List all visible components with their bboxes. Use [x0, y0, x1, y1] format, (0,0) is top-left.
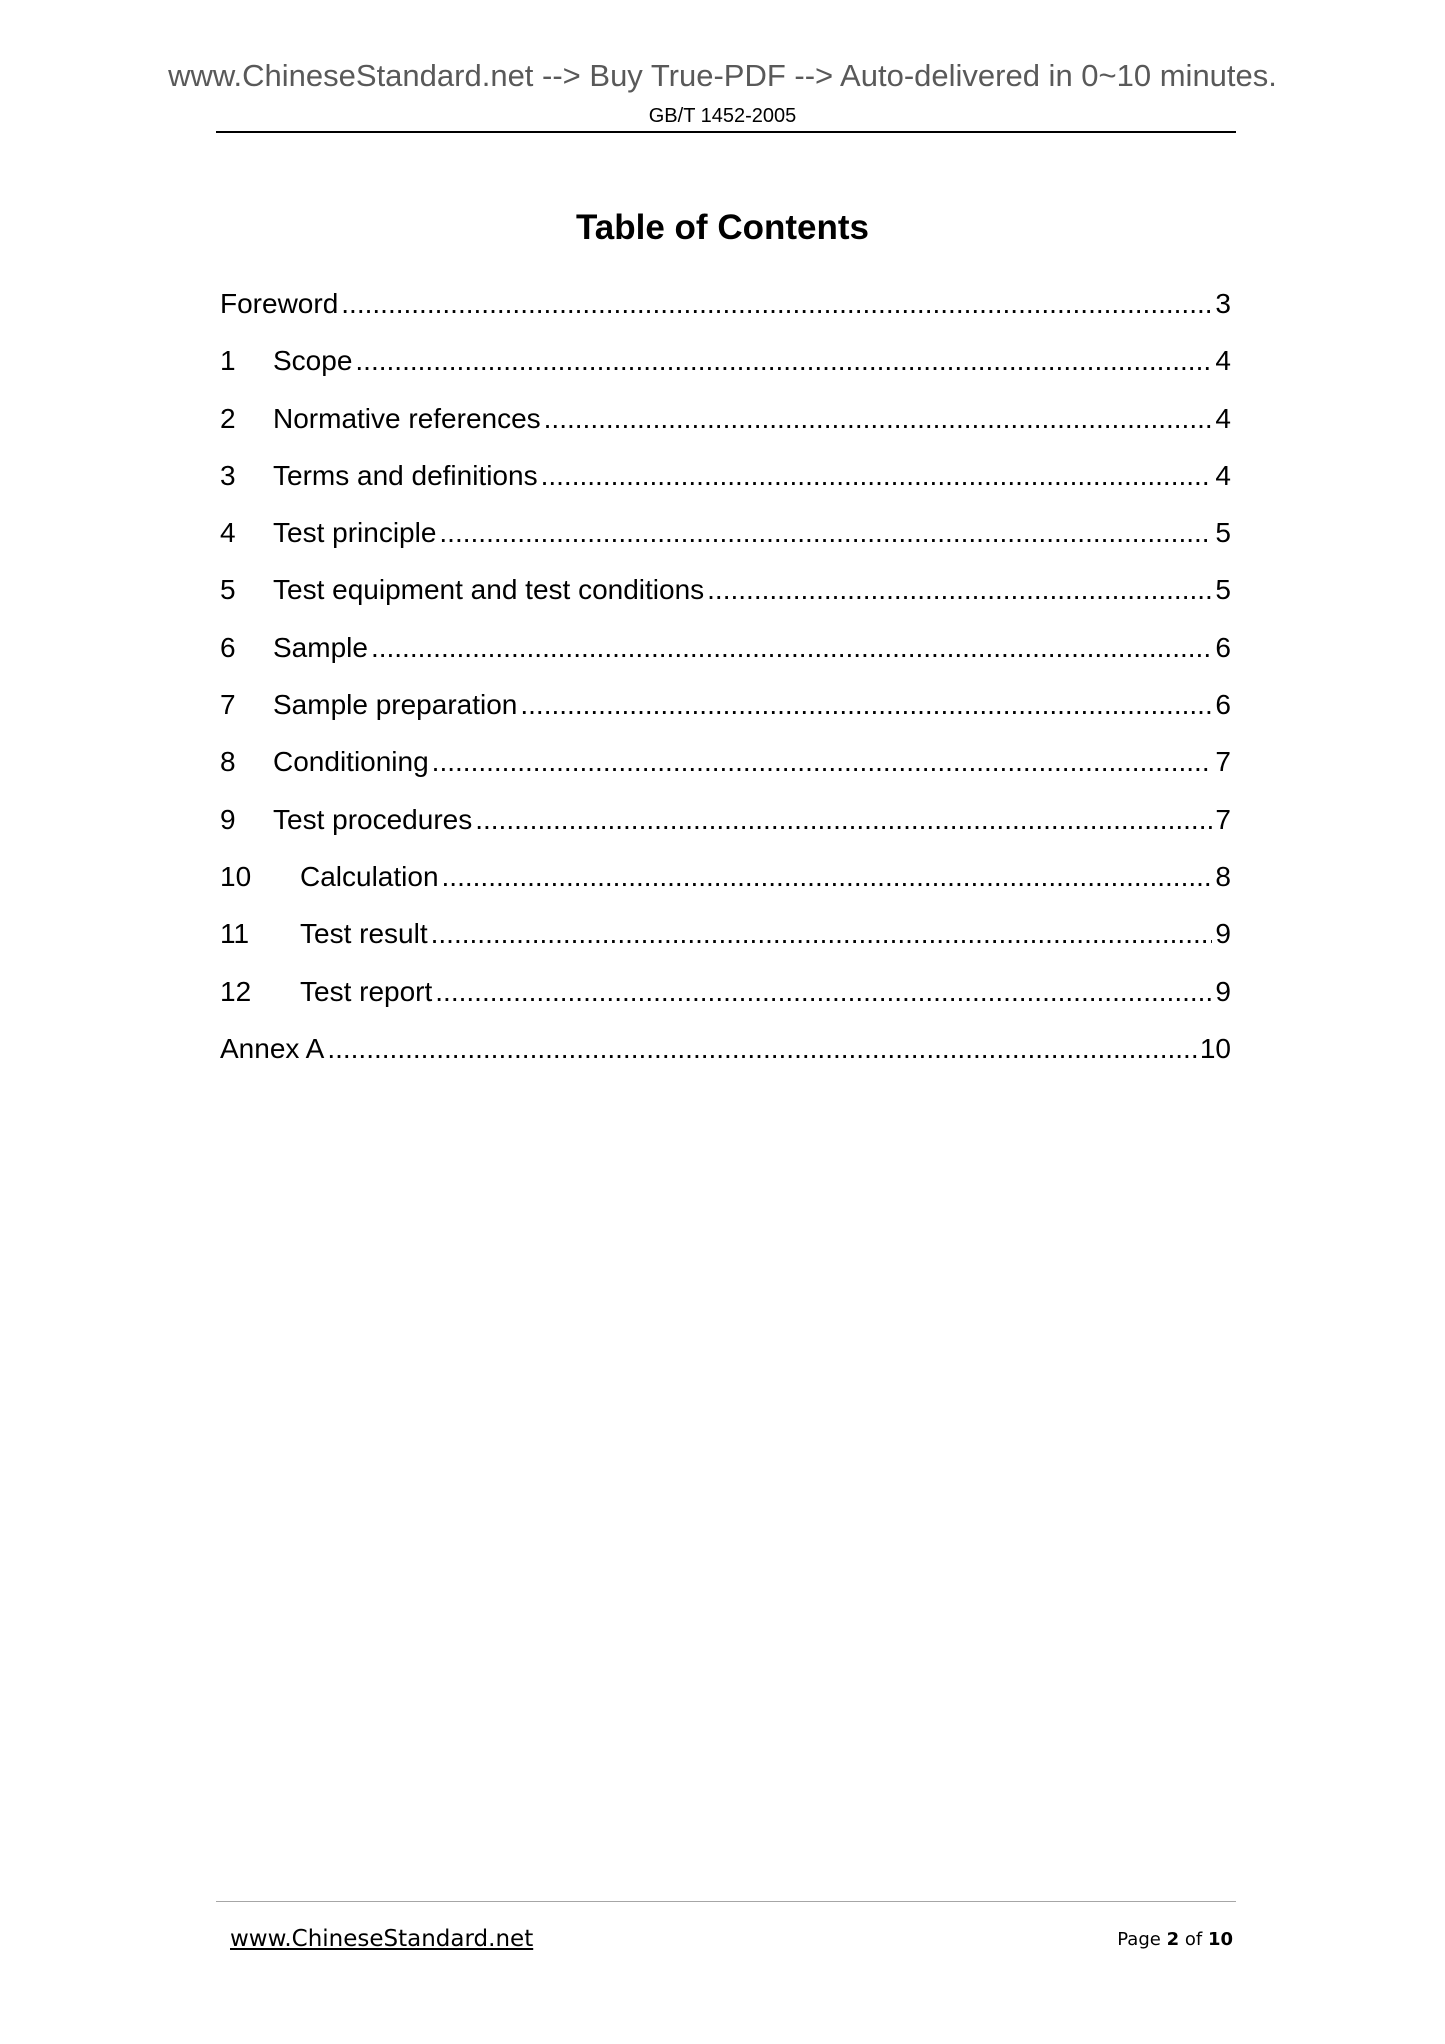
toc-entry-sample[interactable]: [220, 630, 1231, 687]
toc-entry-label: Normative references: [273, 402, 541, 434]
toc-leader-dots: [439, 515, 1212, 551]
toc-entry-number: 1: [220, 345, 236, 377]
page-total: 10: [1207, 1929, 1233, 1950]
toc-entry-label: Scope: [273, 345, 353, 377]
toc-leader-dots: [432, 744, 1213, 780]
toc-entry-page: 10: [1199, 1032, 1231, 1064]
toc-leader-dots: [541, 458, 1213, 494]
toc-leader-dots: [435, 974, 1212, 1010]
toc-entry-number: 10: [220, 860, 252, 892]
toc-entry-label: Test principle: [273, 517, 437, 549]
toc-leader-dots: [431, 916, 1213, 952]
toc-entry-number: 8: [220, 746, 236, 778]
toc-entry-label: Sample preparation: [273, 689, 518, 721]
page-prefix: Page: [1117, 1929, 1161, 1950]
toc-entry-page: 3: [1215, 288, 1231, 319]
footer-website-link[interactable]: www.ChineseStandard.net: [230, 1926, 534, 1952]
toc-entry-number: 4: [220, 517, 236, 549]
toc-entry-page: 5: [1215, 574, 1231, 606]
toc-entry-test-report[interactable]: [220, 974, 1231, 1031]
toc-entry-test-result[interactable]: [220, 916, 1231, 973]
toc-entry-label: Test equipment and test conditions: [273, 574, 705, 606]
toc-entry-label: Terms and definitions: [273, 459, 538, 491]
toc-leader-dots: [355, 343, 1212, 379]
toc-entry-page: 9: [1215, 918, 1231, 950]
footer-divider: [216, 1901, 1236, 1902]
toc-leader-dots: [371, 630, 1212, 666]
toc-entry-label: Test procedures: [273, 803, 473, 835]
toc-entry-label: Test result: [300, 918, 428, 950]
toc-leader-dots: [475, 802, 1212, 838]
footer-page-number: [1117, 1928, 1233, 1952]
toc-entry-page: 7: [1215, 803, 1231, 835]
toc-entry-page: 4: [1215, 345, 1231, 377]
toc-entry-number: 5: [220, 574, 236, 606]
table-of-contents: [220, 286, 1231, 1088]
toc-leader-dots: [327, 1031, 1197, 1067]
toc-entry-number: 12: [220, 975, 252, 1007]
toc-entry-label: Foreword: [220, 288, 339, 319]
top-banner: www.ChineseStandard.net --> Buy True-PDF --> Auto-delivered in 0~10 minutes.: [168, 58, 1277, 93]
toc-entry-terms-and-definitions[interactable]: [220, 458, 1231, 515]
page-current: 2: [1166, 1929, 1180, 1950]
toc-entry-label: Calculation: [300, 860, 439, 892]
header-divider: [216, 131, 1236, 133]
toc-entry-calculation[interactable]: [220, 859, 1231, 916]
toc-leader-dots: [520, 687, 1212, 723]
toc-entry-test-principle[interactable]: [220, 515, 1231, 572]
toc-entry-test-equipment[interactable]: [220, 572, 1231, 629]
toc-entry-number: 6: [220, 631, 236, 663]
toc-entry-label: Sample: [273, 631, 368, 663]
toc-entry-label: Test report: [300, 975, 433, 1007]
toc-entry-number: 3: [220, 459, 236, 491]
toc-entry-normative-references[interactable]: [220, 401, 1231, 458]
toc-entry-number: 11: [220, 918, 250, 950]
toc-entry-number: 2: [220, 402, 236, 434]
toc-entry-sample-preparation[interactable]: [220, 687, 1231, 744]
toc-leader-dots: [442, 859, 1213, 895]
toc-entry-conditioning[interactable]: [220, 744, 1231, 801]
toc-entry-label: Conditioning: [273, 746, 429, 778]
toc-entry-foreword[interactable]: [220, 286, 1231, 343]
toc-entry-number: 9: [220, 803, 236, 835]
toc-entry-page: 5: [1215, 517, 1231, 549]
page-of: of: [1184, 1929, 1203, 1950]
toc-entry-page: 8: [1215, 860, 1231, 892]
toc-title: Table of Contents: [576, 208, 869, 247]
toc-entry-page: 6: [1215, 689, 1231, 721]
toc-leader-dots: [544, 401, 1213, 437]
toc-entry-page: 4: [1215, 459, 1231, 491]
toc-entry-page: 6: [1215, 631, 1231, 663]
toc-entry-test-procedures[interactable]: [220, 802, 1231, 859]
toc-entry-label: Annex A: [220, 1032, 325, 1064]
standard-code: GB/T 1452-2005: [648, 105, 797, 127]
toc-entry-page: 4: [1215, 402, 1231, 434]
toc-entry-annex-a[interactable]: [220, 1031, 1231, 1088]
toc-leader-dots: [707, 572, 1212, 608]
toc-entry-scope[interactable]: [220, 343, 1231, 400]
toc-entry-number: 7: [220, 689, 236, 721]
toc-entry-page: 9: [1215, 975, 1231, 1007]
toc-entry-page: 7: [1215, 746, 1231, 778]
toc-leader-dots: [341, 286, 1212, 322]
